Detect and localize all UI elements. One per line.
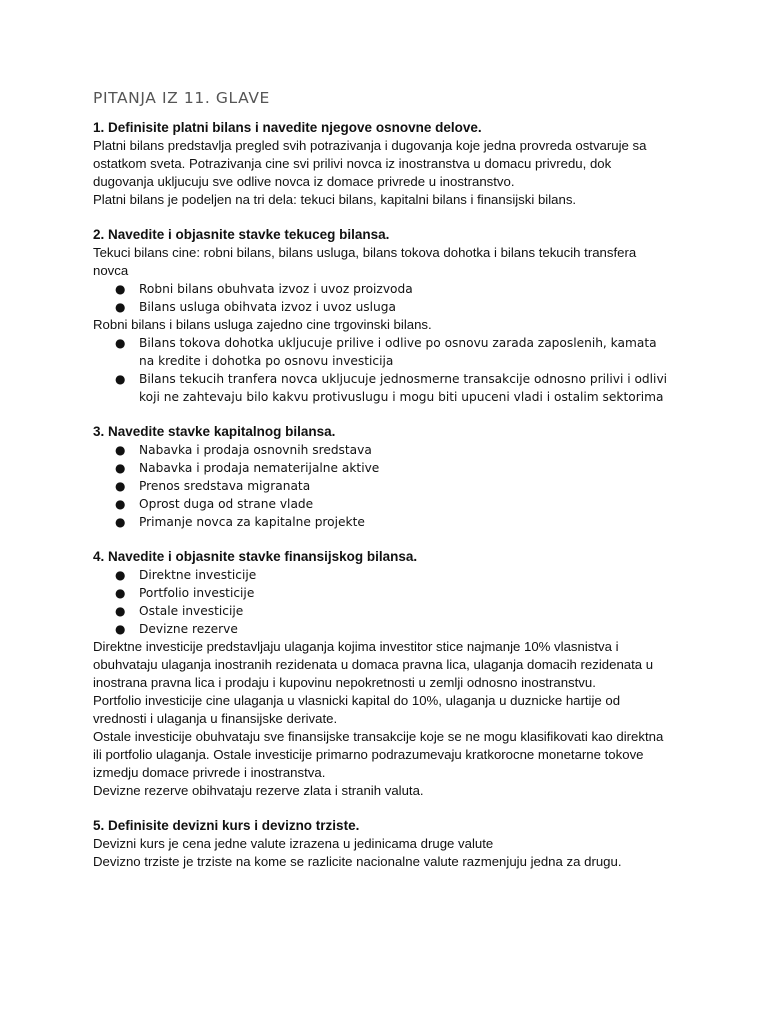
bullet-icon: ● [115,443,126,457]
list-item-text: Bilans tokova dohotka ukljucuje prilive i odlive po osnovu zarada zaposlenih, kamata na kredite i dohotka po osnovu investicija [139,336,657,368]
list-item [93,584,673,602]
list-item [93,459,673,477]
question-heading: 1. Definisite platni bilans i navedite njegove osnovne delove. [93,120,482,135]
document-title: PITANJA IZ 11. GLAVE [93,89,270,107]
bullet-icon: ● [115,300,126,314]
list-item-text: Nabavka i prodaja osnovnih sredstava [139,443,372,457]
list-item [93,566,673,584]
list-item-text: Nabavka i prodaja nematerijalne aktive [139,461,380,475]
answer-paragraph: Tekuci bilans cine: robni bilans, bilans usluga, bilans tokova dohotka i bilans tekucih transfera novca [93,245,637,278]
answer-paragraph: Portfolio investicije cine ulaganja u vlasnicki kapital do 10%, ulaganja u duznicke hartije od vrednosti i ulaganja u finansijske derivate. [93,693,621,726]
list-item [93,495,673,513]
bullet-list [93,441,673,531]
list-item-text: Bilans usluga obihvata izvoz i uvoz usluga [139,300,396,314]
bullet-icon: ● [115,586,126,600]
answer-paragraph: Devizni kurs je cena jedne valute izrazena u jedinicama druge valute [93,836,494,851]
question-section [93,548,673,800]
list-item [93,441,673,459]
bullet-icon: ● [115,515,126,529]
answer-paragraph: Platni bilans predstavlja pregled svih potrazivanja i dugovanja koje jedna provreda ostvaruje sa ostatkom sveta. Potrazivanja cine svi prilivi novca iz inostranstva u domacu privredu, dok dugovanja ukljucuju sve odlive novca iz domace privrede u inostranstvo. [93,138,647,189]
list-item-text: Prenos sredstava migranata [139,479,311,493]
question-heading: 2. Navedite i objasnite stavke tekuceg bilansa. [93,227,390,242]
bullet-icon: ● [115,497,126,511]
bullet-icon: ● [115,604,126,618]
answer-paragraph: Ostale investicije obuhvataju sve finansijske transakcije koje se ne mogu klasifikovati kao direktna ili portfolio ulaganja. Ostale investicije primarno podrazumevaju kratkorocne monetarne tokove izmedju domace privrede i inostranstva. [93,729,664,780]
list-item [93,280,673,298]
list-item [93,602,673,620]
question-heading: 3. Navedite stavke kapitalnog bilansa. [93,424,336,439]
bullet-list [93,334,673,406]
list-item-text: Direktne investicije [139,568,257,582]
answer-paragraph: Platni bilans je podeljen na tri dela: tekuci bilans, kapitalni bilans i finansijski bilans. [93,192,577,207]
bullet-icon: ● [115,336,126,350]
list-item [93,620,673,638]
list-item-text: Bilans tekucih tranfera novca ukljucuje jednosmerne transakcije odnosno prilivi i odlivi koji ne zahtevaju bilo kakvu protivuslugu i mogu biti upuceni vladi i ostalim sektorima [139,372,668,404]
list-item-text: Portfolio investicije [139,586,255,600]
list-item-text: Devizne rezerve [139,622,238,636]
question-heading: 4. Navedite i objasnite stavke finansijskog bilansa. [93,549,418,564]
answer-paragraph: Devizno trziste je trziste na kome se razlicite nacionalne valute razmenjuju jedna za drugu. [93,854,622,869]
answer-paragraph: Direktne investicije predstavljaju ulaganja kojima investitor stice najmanje 10% vlasnistva i obuhvataju ulaganja inostranih rezidenata u domaca pravna lica, ulaganja domacih rezidenata u inostrana pravna lica i prodaju i kupovinu nepokretnosti u zemlji odnosno inostranstvu. [93,639,654,690]
list-item-text: Ostale investicije [139,604,244,618]
answer-paragraph: Robni bilans i bilans usluga zajedno cine trgovinski bilans. [93,317,432,332]
list-item-text: Oprost duga od strane vlade [139,497,314,511]
question-heading: 5. Definisite devizni kurs i devizno trziste. [93,818,360,833]
bullet-icon: ● [115,282,126,296]
bullet-icon: ● [115,479,126,493]
list-item [93,477,673,495]
bullet-icon: ● [115,568,126,582]
bullet-icon: ● [115,461,126,475]
bullet-icon: ● [115,372,126,386]
question-section [93,817,673,871]
bullet-list [93,280,673,316]
list-item [93,298,673,316]
list-item [93,513,673,531]
list-item [93,370,673,406]
document-page [93,86,673,888]
question-section [93,226,673,406]
list-item-text: Primanje novca za kapitalne projekte [139,515,365,529]
document-body [93,119,673,871]
bullet-list [93,566,673,638]
list-item-text: Robni bilans obuhvata izvoz i uvoz proizvoda [139,282,413,296]
answer-paragraph: Devizne rezerve obihvataju rezerve zlata i stranih valuta. [93,783,424,798]
list-item [93,334,673,370]
question-section [93,423,673,531]
question-section [93,119,673,209]
bullet-icon: ● [115,622,126,636]
